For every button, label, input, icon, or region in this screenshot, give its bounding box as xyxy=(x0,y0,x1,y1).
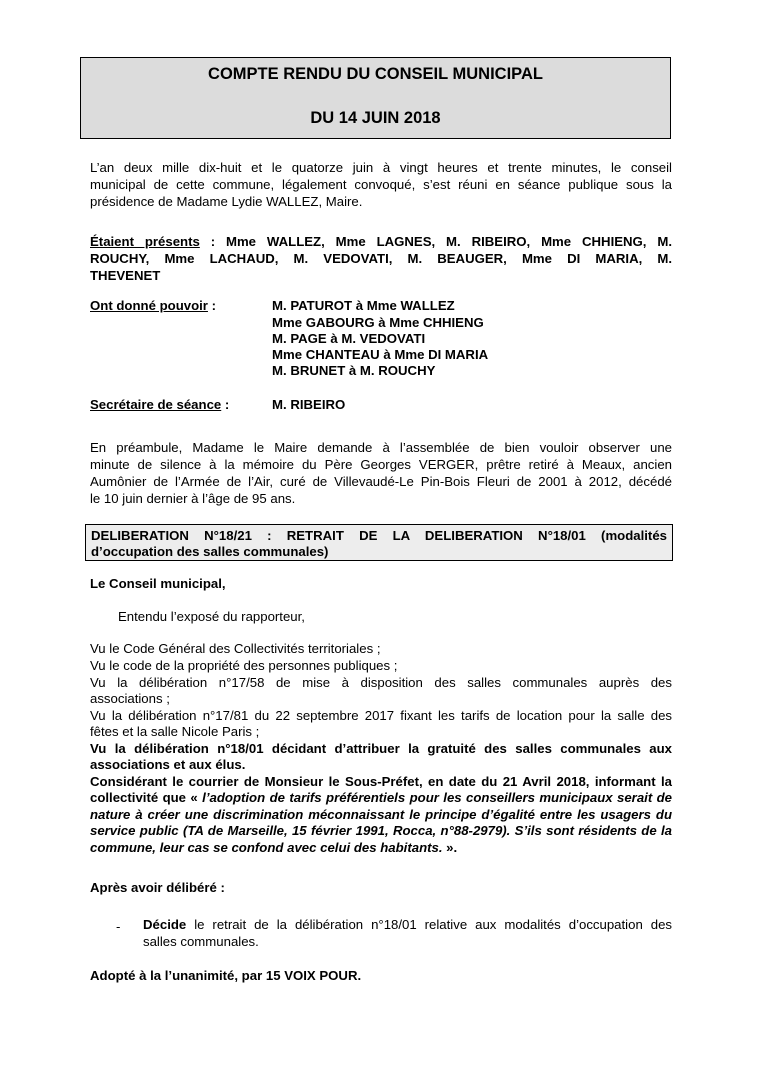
entendu-line: Entendu l’exposé du rapporteur, xyxy=(118,609,305,624)
considerant-line xyxy=(90,840,672,857)
decision-line: salles communales. xyxy=(143,934,259,949)
considerant-quote: l’adoption de tarifs préférentiels pour les conseillers municipaux serait de xyxy=(202,790,672,805)
secretaire-label-line xyxy=(90,397,229,413)
considerant-quote: commune, leur cas se confond avec celui des habitants. xyxy=(90,840,443,855)
pouvoir-item: M. BRUNET à M. ROUCHY xyxy=(272,363,436,378)
visa-line: Vu la délibération n°18/01 décidant d’attribuer la gratuité des salles communales aux xyxy=(90,741,672,756)
considerant-line: nature à créer une discrimination méconnaissant le principe d’égalité entre les usagers du xyxy=(90,807,672,822)
conseil-heading: Le Conseil municipal, xyxy=(90,576,226,591)
preambule-line: le 10 juin dernier à l’âge de 95 ans. xyxy=(90,491,296,506)
considerant-line: Considérant le courrier de Monsieur le Sous-Préfet, en date du 21 Avril 2018, informant la xyxy=(90,774,672,789)
presents-line: THEVENET xyxy=(90,268,161,283)
considerant-line: service public (TA de Marseille, 15 février 1991, Rocca, n°88-2979). S’ils sont résidents de la xyxy=(90,823,672,838)
visa-line: Vu la délibération n°17/81 du 22 septembre 2017 fixant les tarifs de location pour la salle des xyxy=(90,708,672,723)
preambule-line: En préambule, Madame le Maire demande à l’assemblée de bien vouloir observer une xyxy=(90,440,672,455)
vote-result: Adopté à la l’unanimité, par 15 VOIX POUR. xyxy=(90,968,362,983)
pouvoirs-label-line xyxy=(90,298,216,314)
intro-line: présidence de Madame Lydie WALLEZ, Maire. xyxy=(90,194,363,209)
visa-line: fêtes et la salle Nicole Paris ; xyxy=(90,724,260,739)
visa-line: Vu la délibération n°17/58 de mise à disposition des salles communales auprès des xyxy=(90,675,672,690)
intro-line: municipal de cette commune, légalement convoqué, s’est réuni en séance publique sous la xyxy=(90,177,672,192)
pouvoirs-label: Ont donné pouvoir xyxy=(90,298,208,313)
visa-line: associations et aux élus. xyxy=(90,757,246,772)
pouvoir-item: M. PAGE à M. VEDOVATI xyxy=(272,331,426,346)
presents-line xyxy=(90,234,672,251)
secretaire-label: Secrétaire de séance xyxy=(90,397,222,412)
pouvoir-item: Mme GABOURG à Mme CHHIENG xyxy=(272,315,484,330)
decision-line xyxy=(143,917,672,934)
considerant-text: ». xyxy=(442,840,458,855)
deliberation-heading-box xyxy=(85,524,673,561)
preambule-line: minute de silence à la mémoire du Père Georges VERGER, prêtre retiré à Meaux, ancien xyxy=(90,457,672,472)
secretaire-colon: : xyxy=(221,397,230,412)
presents-label: Étaient présents xyxy=(90,234,200,249)
document-title-box xyxy=(80,57,671,139)
visa-line: associations ; xyxy=(90,691,170,706)
preambule-line: Aumônier de l’Armée de l’Air, curé de Villevaudé-Le Pin-Bois Fleuri de 2001 à 2012, décédé xyxy=(90,474,672,489)
secretaire-value: M. RIBEIRO xyxy=(272,397,346,412)
intro-line: L’an deux mille dix-huit et le quatorze juin à vingt heures et trente minutes, le conseil xyxy=(90,160,672,175)
document-date: DU 14 JUIN 2018 xyxy=(310,109,441,127)
apres-deliberation-heading: Après avoir délibéré : xyxy=(90,880,225,895)
presents-names: : Mme WALLEZ, Mme LAGNES, M. RIBEIRO, Mme CHHIENG, M. xyxy=(199,234,673,249)
considerant-line xyxy=(90,790,672,807)
visa-line: Vu le code de la propriété des personnes publiques ; xyxy=(90,658,398,673)
decide-keyword: Décide xyxy=(143,917,187,932)
considerant-text: collectivité que « xyxy=(90,790,203,805)
presents-line: ROUCHY, Mme LACHAUD, M. VEDOVATI, M. BEAUGER, Mme DI MARIA, M. xyxy=(90,251,672,266)
document-title: COMPTE RENDU DU CONSEIL MUNICIPAL xyxy=(208,65,543,83)
bullet-dash: - xyxy=(116,919,121,934)
deliberation-heading-line: DELIBERATION N°18/21 : RETRAIT DE LA DELIBERATION N°18/01 (modalités xyxy=(91,528,667,543)
pouvoir-item: M. PATUROT à Mme WALLEZ xyxy=(272,298,455,313)
pouvoirs-colon: : xyxy=(207,298,217,313)
deliberation-heading-line: d’occupation des salles communales) xyxy=(91,544,329,559)
pouvoir-item: Mme CHANTEAU à Mme DI MARIA xyxy=(272,347,489,362)
decision-text: le retrait de la délibération n°18/01 relative aux modalités d’occupation des xyxy=(186,917,672,932)
visa-line: Vu le Code Général des Collectivités territoriales ; xyxy=(90,641,381,656)
